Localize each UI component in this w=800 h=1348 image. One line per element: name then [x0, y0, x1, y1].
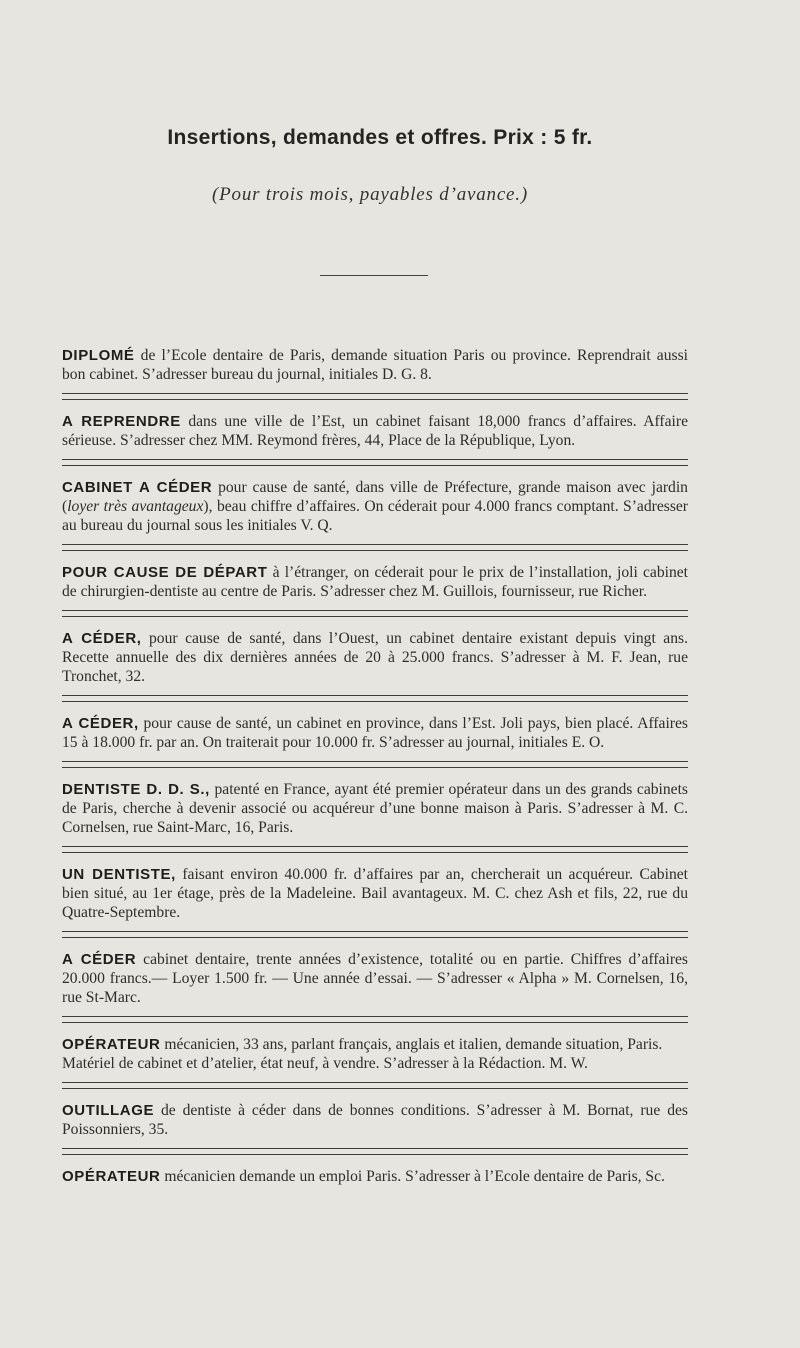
ad-text: pour cause de santé, un cabinet en province, dans l’Est. Joli pays, bien placé. Affaires 15 à 18.000 fr. par an. On traiterait pour 10.000 fr. S’adresser au journal, initiales E. O. [62, 715, 688, 751]
divider [62, 761, 688, 768]
ad-lead: A CÉDER, [62, 715, 139, 732]
ad-item [62, 1101, 688, 1139]
ad-text: mécanicien demande un emploi Paris. S’adresser à l’Ecole dentaire de Paris, Sc. [160, 1168, 665, 1185]
divider [62, 1016, 688, 1023]
ad-item [62, 714, 688, 752]
ad-lead: A CÉDER [62, 951, 137, 968]
ad-text: pour cause de santé, dans ville de Préfecture, grande maison avec jardin ( [62, 479, 688, 515]
ad-item [62, 1167, 688, 1186]
ad-text: à l’étranger, on céderait pour le prix de l’installation, joli cabinet de chirurgien-dentiste au centre de Paris. S’adresser chez M. Guillois, fournisseur, rue Richer. [62, 564, 688, 600]
classified-ads-list [62, 346, 688, 1186]
divider [62, 1082, 688, 1089]
divider [62, 544, 688, 551]
ad-lead: OUTILLAGE [62, 1102, 155, 1119]
ad-lead: A CÉDER, [62, 630, 142, 647]
divider [62, 846, 688, 853]
ad-text: faisant environ 40.000 fr. d’affaires par an, chercherait un acquéreur. Cabinet bien situé, au 1er étage, près de la Madeleine. Bail avantageux. M. C. chez Ash et fils, 22, rue du Quatre-Septembre. [62, 866, 688, 921]
ad-item [62, 629, 688, 686]
ad-text-extra: Matériel de cabinet et d’atelier, état neuf, à vendre. S’adresser à la Rédaction. M. W. [62, 1055, 588, 1072]
divider [62, 459, 688, 466]
ad-lead: OPÉRATEUR [62, 1168, 161, 1185]
ad-item [62, 865, 688, 922]
ad-item [62, 412, 688, 450]
divider [62, 695, 688, 702]
divider [62, 393, 688, 400]
page-title: Insertions, demandes et offres. Prix : 5 fr. [167, 126, 593, 149]
ad-lead: A REPRENDRE [62, 413, 181, 430]
ad-item [62, 1035, 688, 1073]
ad-lead: POUR CAUSE DE DÉPART [62, 564, 268, 581]
ad-text-italic: loyer très avantageux [67, 498, 204, 515]
ad-item [62, 780, 688, 837]
ad-lead: DENTISTE D. D. S., [62, 781, 210, 798]
ad-item [62, 950, 688, 1007]
ad-item [62, 346, 688, 384]
ad-lead: OPÉRATEUR [62, 1036, 161, 1053]
ad-lead: CABINET A CÉDER [62, 479, 213, 496]
ad-text: de dentiste à céder dans de bonnes conditions. S’adresser à M. Bornat, rue des Poissonniers, 35. [62, 1102, 688, 1138]
ad-item [62, 478, 688, 535]
ad-text: patenté en France, ayant été premier opérateur dans un des grands cabinets de Paris, cherche à devenir associé ou acquéreur d’une bonne maison à Paris. S’adresser à M. C. Cornelsen, rue Saint-Marc, 16, Paris. [62, 781, 688, 836]
ad-text: ), beau chiffre d’affaires. On céderait pour 4.000 francs comptant. S’adresser au bureau du journal sous les initiales V. Q. [62, 498, 689, 534]
ad-lead: DIPLOMÉ [62, 347, 135, 364]
ad-text: mécanicien, 33 ans, parlant français, anglais et italien, demande situation, Paris. [160, 1036, 663, 1053]
ad-text: dans une ville de l’Est, un cabinet faisant 18,000 francs d’affaires. Affaire sérieuse. S’adresser chez MM. Reymond frères, 44, Place de la République, Lyon. [62, 413, 688, 449]
ad-text: cabinet dentaire, trente années d’existence, totalité ou en partie. Chiffres d’affaires 20.000 francs.— Loyer 1.500 fr. — Une année d’essai. — S’adresser « Alpha » M. Cornelsen, 16, rue St-Marc. [62, 951, 688, 1006]
ad-text: pour cause de santé, dans l’Ouest, un cabinet dentaire existant depuis vingt ans. Recette annuelle des dix dernières années de 20 à 25.000 francs. S’adresser à M. F. Jean, rue Tronchet, 32. [62, 630, 688, 685]
divider [62, 1148, 688, 1155]
ad-lead: UN DENTISTE, [62, 866, 176, 883]
ad-text: de l’Ecole dentaire de Paris, demande situation Paris ou province. Reprendrait aussi bon cabinet. S’adresser bureau du journal, initiales D. G. 8. [62, 347, 688, 383]
title-rule [320, 275, 428, 276]
ad-item [62, 563, 688, 601]
page-subtitle: (Pour trois mois, payables d’avance.) [212, 184, 528, 205]
divider [62, 931, 688, 938]
divider [62, 610, 688, 617]
